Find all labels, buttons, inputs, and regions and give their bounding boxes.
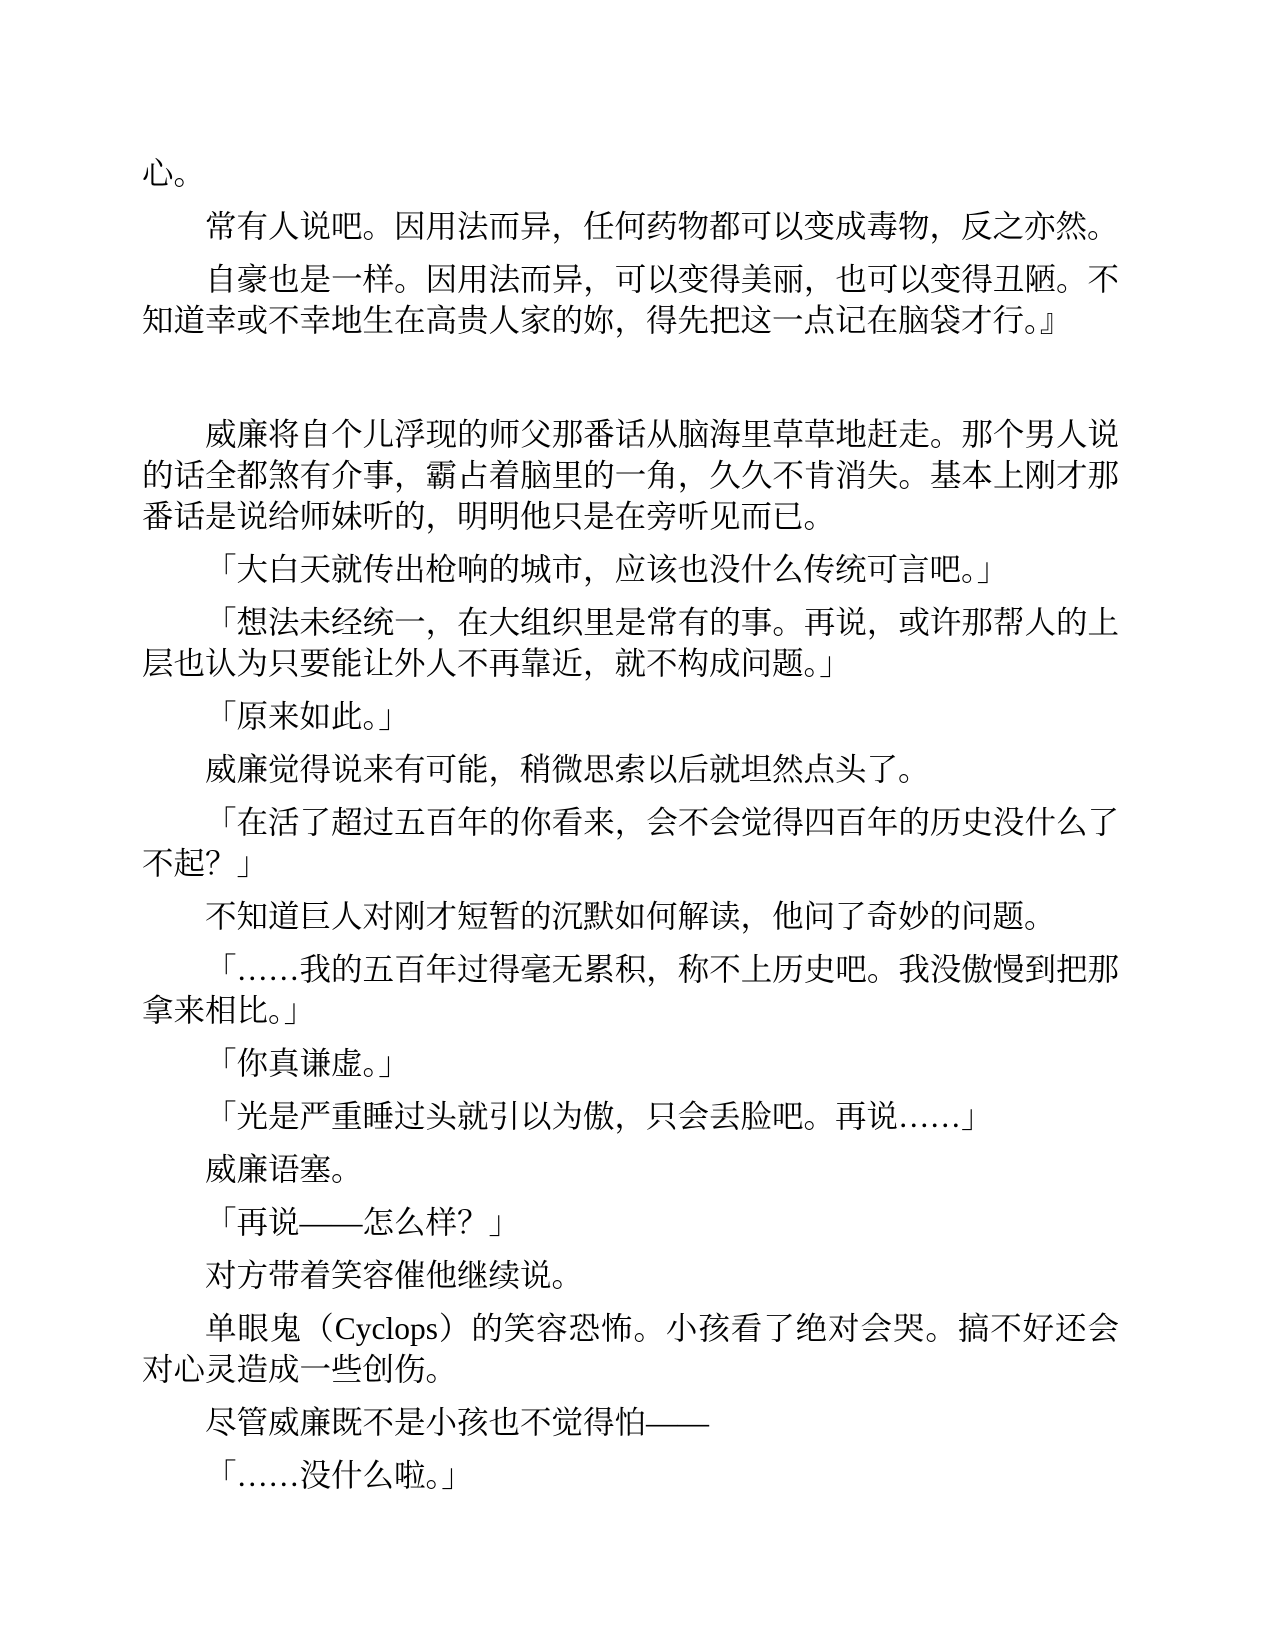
paragraph: 「……没什么啦。」 <box>205 1458 473 1493</box>
paragraph: 自豪也是一样。因用法而异，可以变得美丽，也可以变得丑陋。不知道幸或不幸地生在高贵人家的妳，得先把这一点记在脑袋才行。』 <box>142 262 1119 338</box>
paragraph: 威廉语塞。 <box>205 1152 363 1187</box>
paragraph: 「在活了超过五百年的你看来，会不会觉得四百年的历史没什么了不起？」 <box>142 805 1119 881</box>
paragraph: 「你真谦虚。」 <box>205 1046 410 1081</box>
paragraph: 单眼鬼（Cyclops）的笑容恐怖。小孩看了绝对会哭。搞不好还会对心灵造成一些创伤。 <box>142 1311 1119 1387</box>
paragraph: 常有人说吧。因用法而异，任何药物都可以变成毒物，反之亦然。 <box>205 209 1119 244</box>
paragraph: 「大白天就传出枪响的城市，应该也没什么传统可言吧。」 <box>205 552 1009 587</box>
paragraph: 「……我的五百年过得毫无累积，称不上历史吧。我没傲慢到把那拿来相比。」 <box>142 952 1119 1028</box>
paragraph: 尽管威廉既不是小孩也不觉得怕—— <box>205 1405 710 1440</box>
paragraph: 威廉将自个儿浮现的师父那番话从脑海里草草地赶走。那个男人说的话全都煞有介事，霸占着脑里的一角，久久不肯消失。基本上刚才那番话是说给师妹听的，明明他只是在旁听见而已。 <box>142 417 1119 534</box>
paragraph: 「原来如此。」 <box>205 699 410 734</box>
text-block <box>142 153 1119 1496</box>
paragraph: 威廉觉得说来有可能，稍微思索以后就坦然点头了。 <box>205 752 930 787</box>
blank-line <box>142 353 1119 402</box>
paragraph: 不知道巨人对刚才短暂的沉默如何解读，他问了奇妙的问题。 <box>205 899 1056 934</box>
paragraph: 对方带着笑容催他继续说。 <box>205 1258 584 1293</box>
paragraph: 「光是严重睡过头就引以为傲，只会丢脸吧。再说……」 <box>205 1099 993 1134</box>
paragraph: 「再说——怎么样？」 <box>205 1205 521 1240</box>
paragraph: 「想法未经统一，在大组织里是常有的事。再说，或许那帮人的上层也认为只要能让外人不再靠近，就不构成问题。」 <box>142 605 1119 681</box>
paragraph: 心。 <box>142 156 206 191</box>
